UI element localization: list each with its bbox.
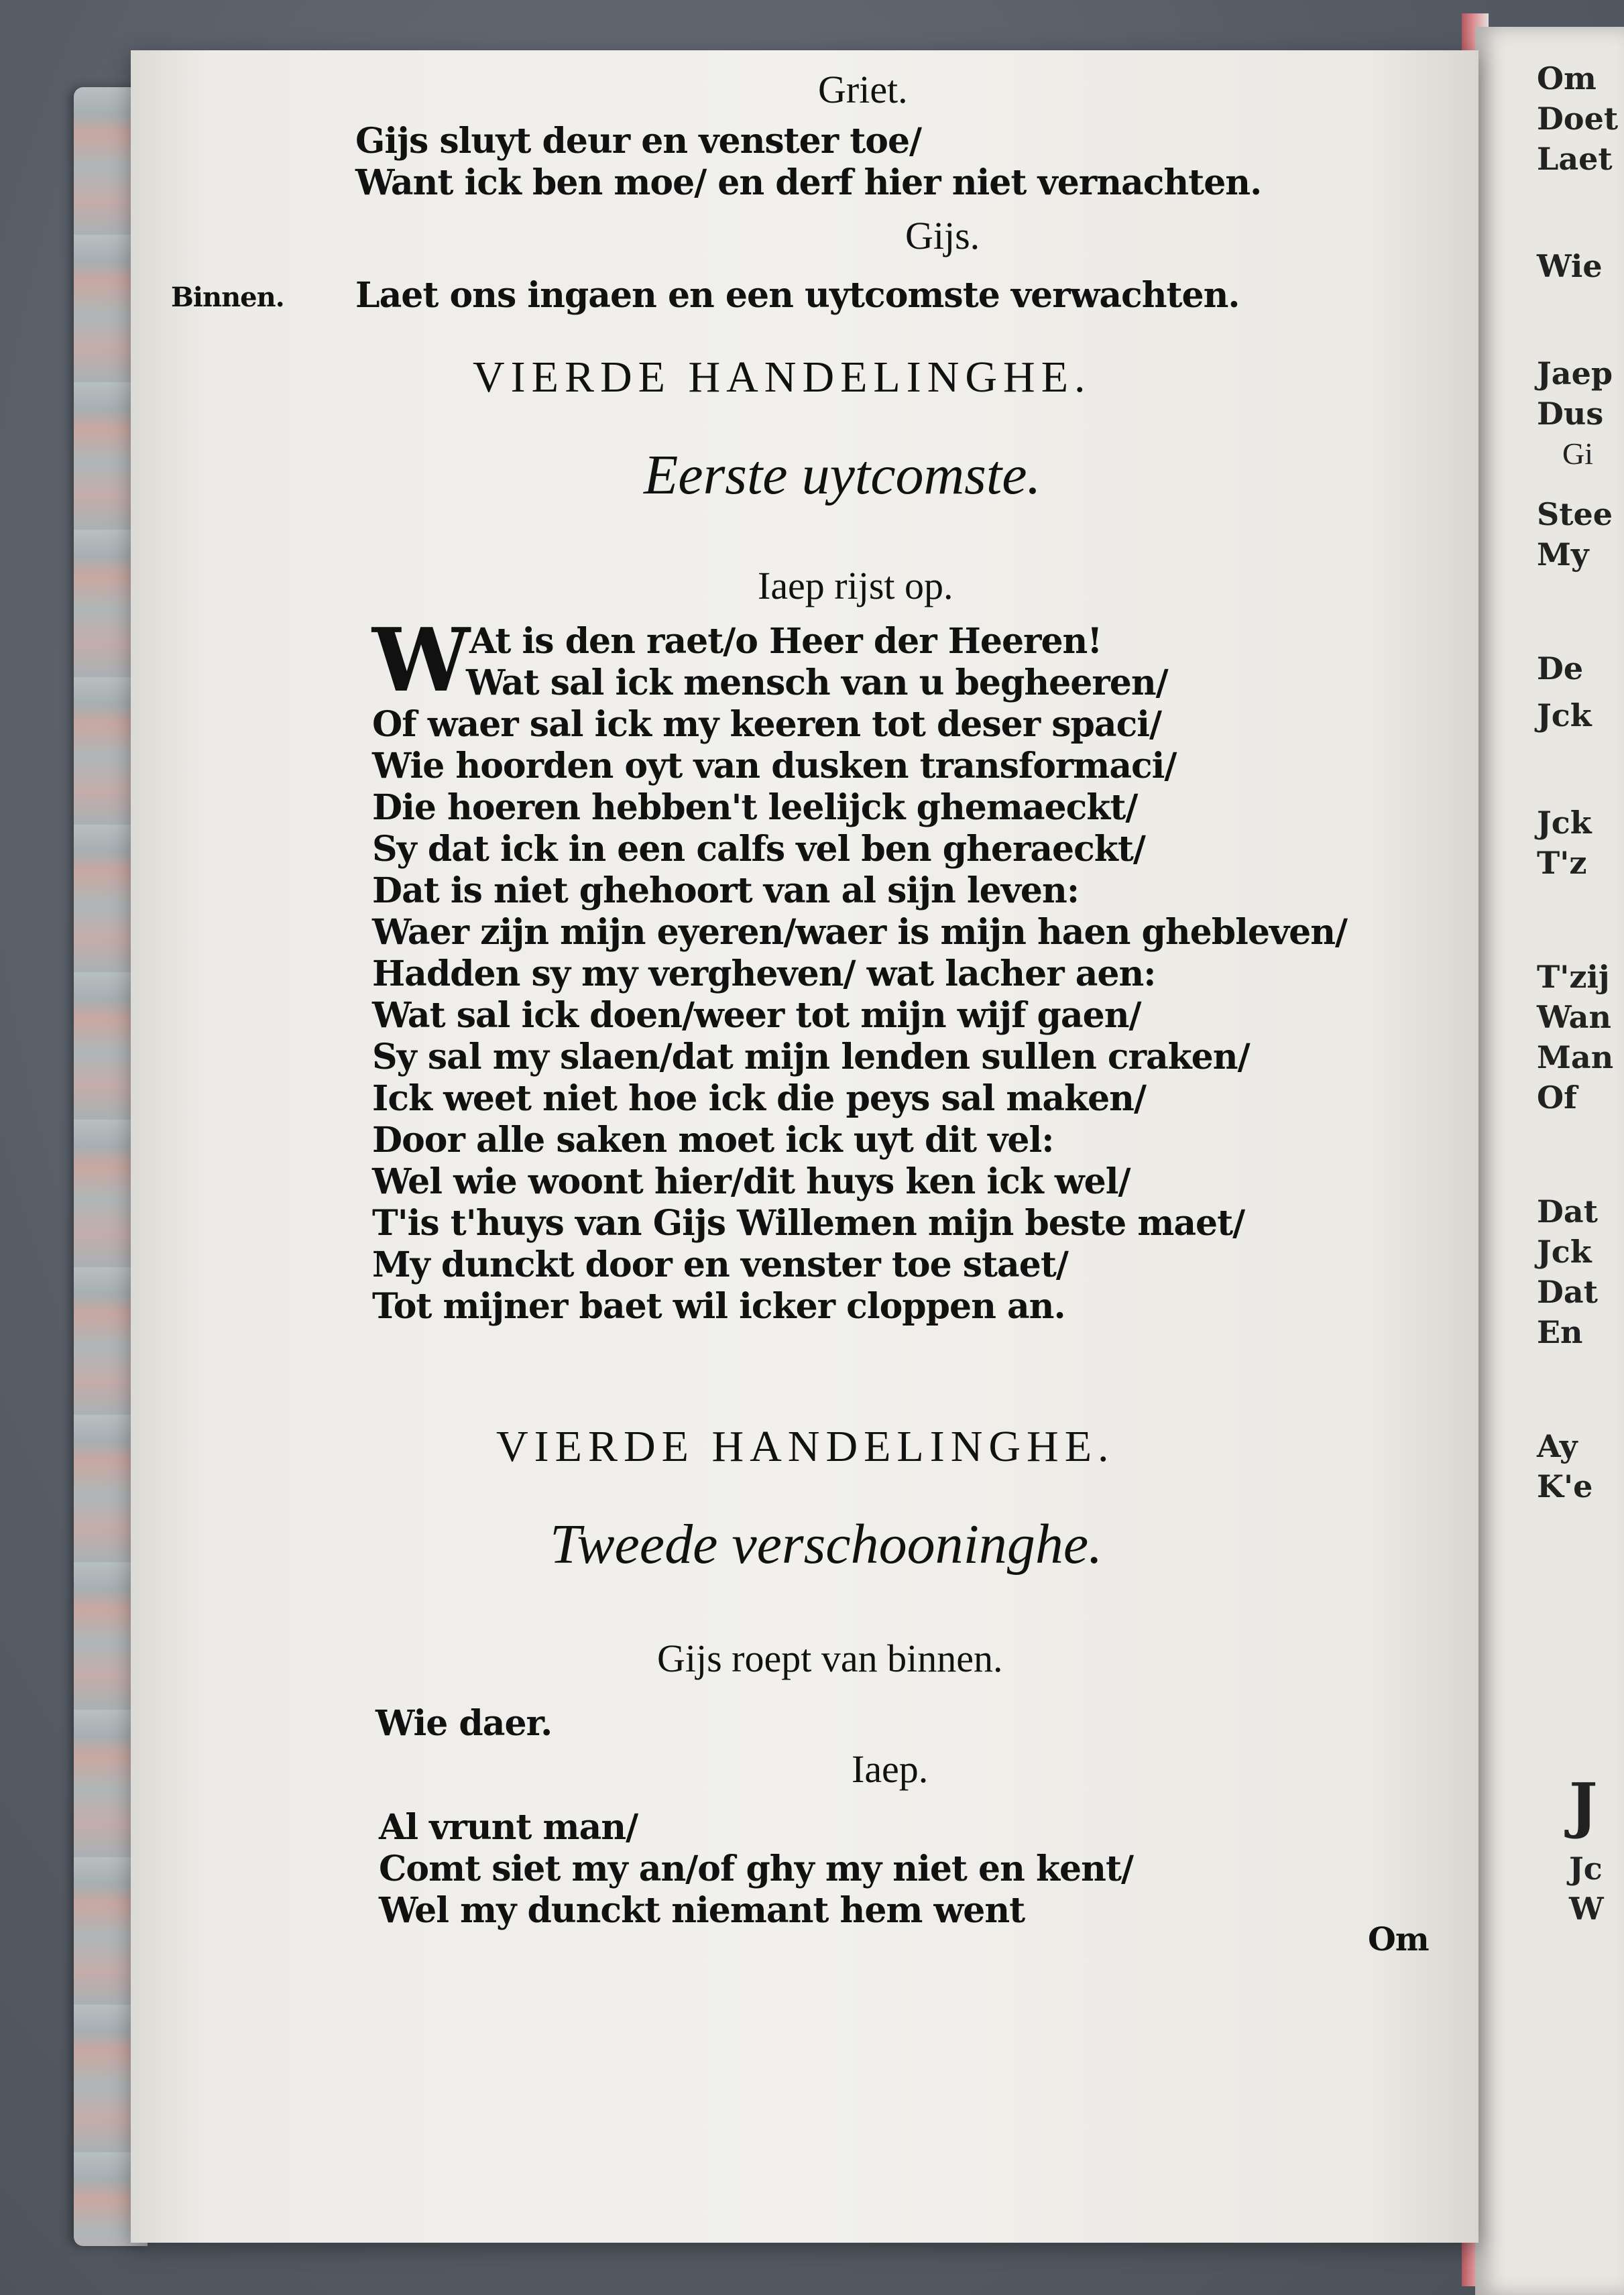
facing-fragment: Jck <box>1537 1234 1592 1270</box>
verse-line-first: At is den raet/o Heer der Heeren! <box>469 621 1102 662</box>
verse-line: Wel my dunckt niemant hem went <box>379 1890 1025 1931</box>
verse-line: Gijs sluyt deur en venster toe/ <box>355 121 922 162</box>
facing-fragment: Dat <box>1537 1193 1598 1230</box>
verse-line: Door alle saken moet ick uyt dit vel: <box>372 1120 1054 1161</box>
verse-line: Of waer sal ick my keeren tot deser spaci/ <box>372 704 1161 745</box>
gijs-call: Wie daer. <box>375 1703 553 1744</box>
speaker-iaep: Iaep. <box>852 1747 929 1791</box>
verse-line: My dunckt door en venster toe staet/ <box>372 1244 1068 1285</box>
facing-fragment: T'z <box>1537 845 1587 881</box>
verse-line: Tot mijner baet wil icker cloppen an. <box>372 1286 1065 1327</box>
verse-line: Wie hoorden oyt van dusken transformaci/ <box>372 746 1177 786</box>
facing-fragment: T'zij <box>1537 959 1610 995</box>
facing-fragment: J <box>1569 1770 1598 1841</box>
verse-line: T'is t'huys van Gijs Willemen mijn beste maet/ <box>372 1203 1245 1244</box>
verse-line: Wat sal ick mensch van u begheeren/ <box>466 662 1168 703</box>
verse-line: Wel wie woont hier/dit huys ken ick wel/ <box>372 1161 1130 1202</box>
facing-fragment: En <box>1537 1314 1583 1350</box>
facing-fragment: Jaep <box>1537 355 1613 392</box>
facing-fragment: Doet <box>1537 101 1619 137</box>
verse-line: Hadden sy my vergheven/ wat lacher aen: <box>372 953 1156 994</box>
facing-fragment: Of <box>1537 1079 1577 1116</box>
facing-fragment: De <box>1537 650 1584 687</box>
scene-heading: Eerste uytcomste. <box>644 444 1041 506</box>
facing-fragment: W <box>1569 1891 1604 1927</box>
facing-fragment: Dat <box>1537 1274 1598 1310</box>
facing-fragment: Stee <box>1537 496 1613 532</box>
facing-fragment: Om <box>1537 60 1597 97</box>
facing-fragment: My <box>1537 536 1589 573</box>
verse-line: Sy sal my slaen/dat mijn lenden sullen craken/ <box>372 1037 1250 1077</box>
facing-fragment: Jc <box>1569 1850 1603 1887</box>
verse-line: Wat sal ick doen/weer tot mijn wijf gaen/ <box>372 995 1141 1036</box>
griet-speech <box>355 121 1261 204</box>
facing-fragment: Dus <box>1537 396 1604 432</box>
facing-fragment: Ay <box>1537 1428 1578 1464</box>
scene-heading: Tweede verschooninghe. <box>550 1513 1103 1576</box>
catchword: Om <box>1368 1921 1429 1958</box>
facing-fragment: Laet <box>1537 141 1613 177</box>
verse-line: Dat is niet ghehoort van al sijn leven: <box>372 870 1080 911</box>
facing-fragment: K'e <box>1537 1468 1593 1505</box>
verse-line: Comt siet my an/of ghy my niet en kent/ <box>379 1848 1133 1889</box>
speaker-griet: Griet. <box>818 68 908 111</box>
iaep-speech <box>379 1807 1133 1932</box>
verse-line: Waer zijn mijn eyeren/waer is mijn haen ghebleven/ <box>372 912 1348 953</box>
facing-fragment: Jck <box>1537 697 1592 733</box>
facing-fragment: Wie <box>1537 248 1603 284</box>
gijs-speech: Laet ons ingaen en een uytcomste verwachten. <box>355 275 1240 316</box>
verse-line: Want ick ben moe/ en derf hier niet vernachten. <box>355 162 1262 203</box>
verse-line: Die hoeren hebben't leelijck ghemaeckt/ <box>372 787 1138 828</box>
stage-direction: Gijs roept van binnen. <box>657 1637 1003 1680</box>
act-heading: VIERDE HANDELINGHE. <box>473 353 1092 402</box>
verse-line: Al vrunt man/ <box>379 1807 638 1848</box>
speaker-gijs: Gijs. <box>905 214 980 257</box>
stage-direction: Iaep rijst op. <box>758 564 953 607</box>
act-heading: VIERDE HANDELINGHE. <box>496 1422 1115 1471</box>
facing-fragment: Jck <box>1537 805 1592 841</box>
verse-line: Sy dat ick in een calfs vel ben gheraeckt/ <box>372 829 1145 870</box>
drop-cap: W <box>372 609 470 711</box>
facing-fragment: Man <box>1537 1039 1614 1075</box>
iaep-monologue <box>372 662 1347 1328</box>
verse-line: Ick weet niet hoe ick die peys sal maken/ <box>372 1078 1146 1119</box>
facing-fragment: Gi <box>1562 436 1593 471</box>
facing-fragment: Wan <box>1537 999 1611 1035</box>
margin-note: Binnen. <box>171 282 284 313</box>
